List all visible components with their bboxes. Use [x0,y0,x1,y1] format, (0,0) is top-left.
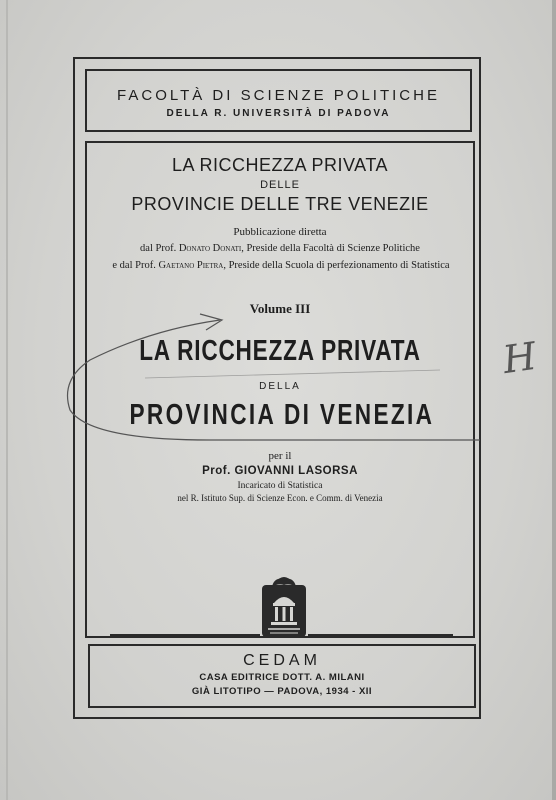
volume-label: Volume III [249,301,311,316]
page-edge [6,0,8,800]
director-line-1: dal Prof. Donato Donati, Preside della Facoltà di Scienze Politiche [140,243,420,254]
book-title-line2: DELLA [259,381,301,392]
series-title-line1: LA RICCHEZZA PRIVATA [171,155,389,175]
director-name-2: Gaetano Pietra [158,260,224,271]
divider-left [110,634,260,636]
series-title-line2: DELLE [260,179,300,191]
author-role-2: nel R. Istituto Sup. di Scienze Econ. e Comm. di Venezia [177,493,383,503]
margin-pencil-mark: H [500,333,540,383]
director-name-1: Donato Donati [178,243,242,254]
publisher-box [88,644,476,708]
publisher-name: CEDAM [243,652,321,669]
book-title-line3: PROVINCIA DI VENEZIA [129,399,435,431]
series-title-line3: PROVINCIE DELLE TRE VENEZIE [131,194,429,214]
publication-note: Pubblicazione diretta [233,226,327,238]
pencil-arrow-annotation [60,300,500,460]
university-name: DELLA R. UNIVERSITÀ DI PADOVA [166,108,391,119]
author-role-1: Incaricato di Statistica [237,481,323,491]
author-name: Prof. GIOVANNI LASORSA [202,465,358,477]
author-intro: per il [268,450,292,462]
divider-right [308,634,453,636]
publisher-line-1: CASA EDITRICE DOTT. A. MILANI [199,672,365,683]
book-title-line1: LA RICCHEZZA PRIVATA [139,335,421,367]
faculty-header-box [85,69,472,132]
page-edge-right [552,0,556,800]
publisher-emblem-icon [260,575,308,639]
director-line-2: e dal Prof. Gaetano Pietra, Preside della Scuola di perfezionamento di Statistica [112,260,450,271]
publisher-line-2: GIÀ LITOTIPO — PADOVA, 1934 - XII [191,686,373,697]
faculty-name: FACOLTÀ DI SCIENZE POLITICHE [117,87,440,104]
